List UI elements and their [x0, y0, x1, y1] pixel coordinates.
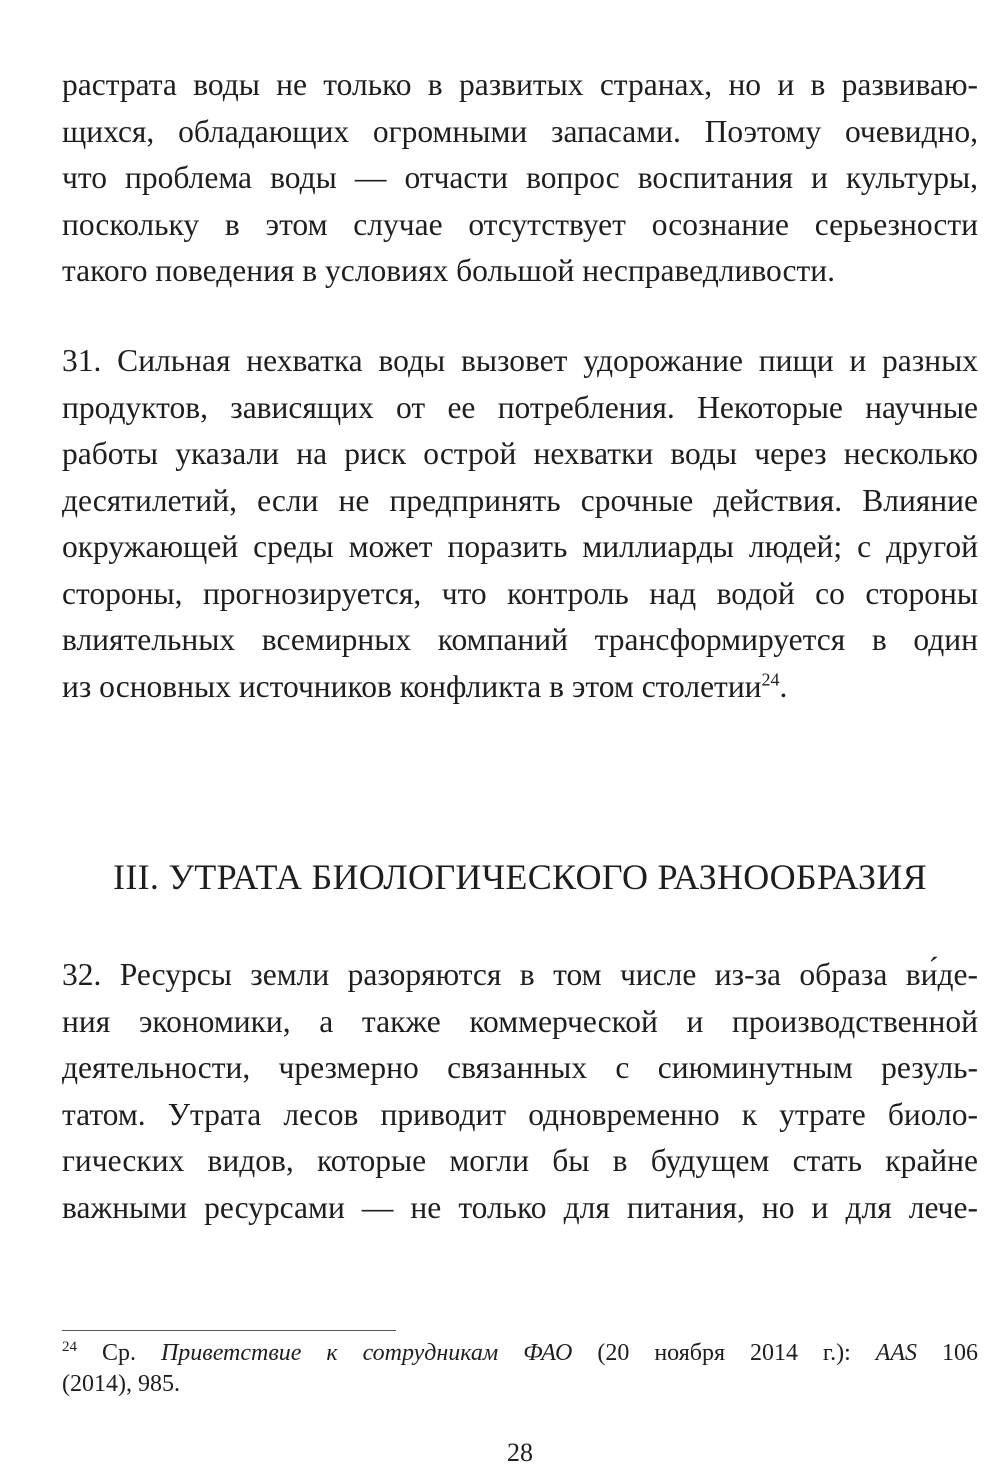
footnote	[62, 1338, 978, 1400]
text-line: гических видов, которые могли бы в будущем стать крайне	[62, 1143, 978, 1178]
page-number: 28	[507, 1438, 533, 1467]
text-line: продуктов, зависящих от ее потребления. Некоторые научные	[62, 389, 978, 425]
text-line: что проблема воды — отчасти вопрос воспитания и культуры,	[62, 160, 978, 195]
text-line: поскольку в этом случае отсутствует осознание серьезности	[62, 206, 978, 242]
text-line: татом. Утрата лесов приводит одновременно к утрате биоло-	[62, 1096, 978, 1132]
text-line: из основных источников конфликта в этом столетии	[62, 668, 762, 704]
text-line: важными ресурсами — не только для питания, но и для лече-	[62, 1189, 978, 1225]
text-line: ния экономики, а также коммерческой и производственной	[62, 1003, 978, 1039]
text-line: такого поведения в условиях большой несправедливости.	[62, 253, 835, 288]
text-line: работы указали на риск острой нехватки воды через несколько	[62, 436, 978, 471]
text-line: влиятельных всемирных компаний трансформируется в один	[62, 622, 978, 657]
text-line: 32. Ресурсы земли разоряются в том числе из-за образа ви́де-	[62, 957, 978, 992]
text-line-with-footnote	[62, 664, 978, 711]
text-line: 31. Сильная нехватка воды вызовет удорожание пищи и разных	[62, 343, 978, 378]
paragraph-30-continuation	[62, 62, 978, 295]
footnote-journal: AAS	[875, 1340, 918, 1366]
paragraph-32	[62, 952, 978, 1231]
footnote-line-2: (2014), 985.	[62, 1371, 180, 1397]
footnote-number: 24	[62, 1339, 77, 1355]
footnote-prefix: Ср.	[101, 1340, 136, 1366]
paragraph-31	[62, 338, 978, 710]
text-line: десятилетий, если не предпринять срочные действия. Влияние	[62, 482, 978, 518]
book-page	[62, 0, 978, 1484]
footnote-volume: 106	[942, 1340, 978, 1366]
text-line: деятельности, чрезмерно связанных с сиюминутным резуль-	[62, 1050, 978, 1085]
text-line: растрата воды не только в развитых странах, но и в развиваю-	[62, 67, 978, 102]
footnote-reference[interactable]: 24	[761, 669, 780, 689]
section-heading: III. УТРАТА БИОЛОГИЧЕСКОГО РАЗНООБРАЗИЯ	[113, 857, 927, 897]
footnote-line	[62, 1338, 978, 1369]
footnote-divider	[62, 1330, 396, 1331]
footnote-cited-title: Приветствие к сотрудникам ФАО	[160, 1340, 573, 1366]
text-line: окружающей среды может поразить миллиарды людей; с другой	[62, 529, 978, 564]
text-line: стороны, прогнозируется, что контроль над водой со стороны	[62, 575, 978, 611]
text-line: щихся, обладающих огромными запасами. Поэтому очевидно,	[62, 113, 978, 149]
end-punctuation: .	[779, 668, 788, 704]
footnote-date: (20 ноября 2014 г.):	[597, 1340, 851, 1366]
